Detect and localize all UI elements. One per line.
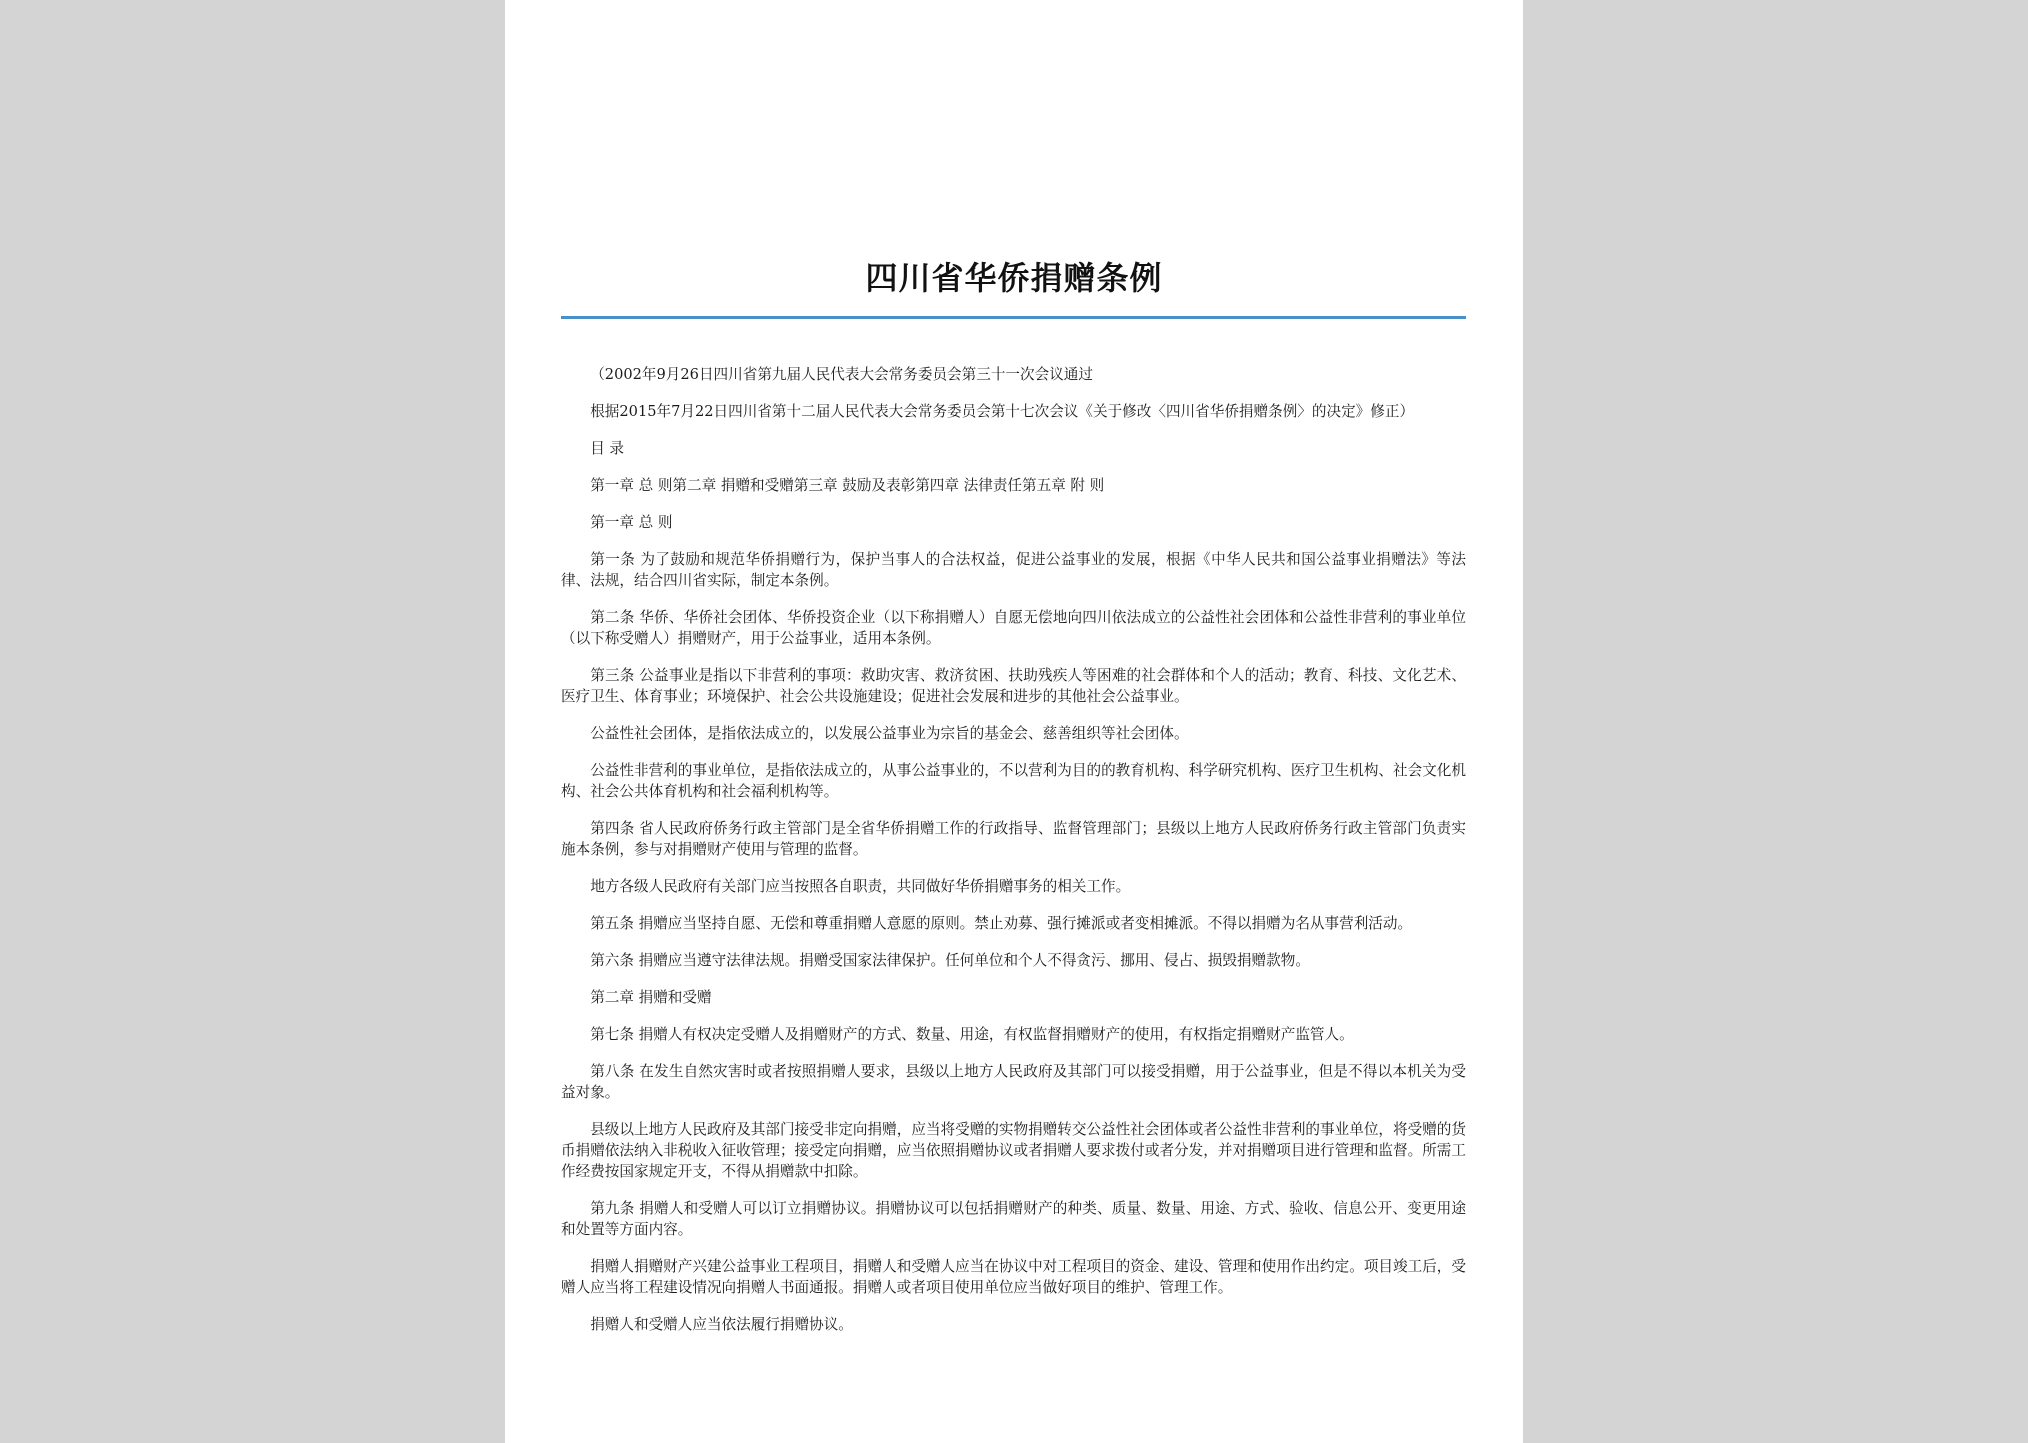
paragraph-article-9-clause-3: 捐赠人和受赠人应当依法履行捐赠协议。 xyxy=(590,1316,853,1333)
paragraph-chapter-2-heading: 第二章 捐赠和受赠 xyxy=(590,989,712,1006)
paragraph-adoption-note: （2002年9月26日四川省第九届人民代表大会常务委员会第三十一次会议通过 xyxy=(590,366,1093,383)
paragraph-article-2: 第二条 华侨、华侨社会团体、华侨投资企业（以下称捐赠人）自愿无偿地向四川依法成立的公益性社会团体和公益性非营利的事业单位（以下称受赠人）捐赠财产，用于公益事业，适用本条例。 xyxy=(561,609,1466,647)
paragraph-article-6: 第六条 捐赠应当遵守法律法规。捐赠受国家法律保护。任何单位和个人不得贪污、挪用、侵占、损毁捐赠款物。 xyxy=(590,952,1310,969)
paragraph-article-7: 第七条 捐赠人有权决定受赠人及捐赠财产的方式、数量、用途，有权监督捐赠财产的使用，有权指定捐赠财产监管人。 xyxy=(590,1026,1354,1043)
paragraph-article-4: 第四条 省人民政府侨务行政主管部门是全省华侨捐赠工作的行政指导、监督管理部门；县级以上地方人民政府侨务行政主管部门负责实施本条例，参与对捐赠财产使用与管理的监督。 xyxy=(561,820,1466,858)
paragraph-article-8-clause-2: 县级以上地方人民政府及其部门接受非定向捐赠，应当将受赠的实物捐赠转交公益性社会团体或者公益性非营利的事业单位，将受赠的货币捐赠依法纳入非税收入征收管理；接受定向捐赠，应当依照捐赠协议或者捐赠人要求拨付或者分发，并对捐赠项目进行管理和监督。所需工作经费按国家规定开支，不得从捐赠款中扣除。 xyxy=(561,1121,1466,1180)
paragraph-article-3: 第三条 公益事业是指以下非营利的事项：救助灾害、救济贫困、扶助残疾人等困难的社会群体和个人的活动；教育、科技、文化艺术、医疗卫生、体育事业；环境保护、社会公共设施建设；促进社会发展和进步的其他社会公益事业。 xyxy=(561,667,1466,705)
paragraph-chapter-1-heading: 第一章 总 则 xyxy=(590,514,673,531)
document-page xyxy=(505,0,1523,1443)
paragraph-article-9: 第九条 捐赠人和受赠人可以订立捐赠协议。捐赠协议可以包括捐赠财产的种类、质量、数量、用途、方式、验收、信息公开、变更用途和处置等方面内容。 xyxy=(561,1200,1466,1238)
paragraph-article-9-clause-2: 捐赠人捐赠财产兴建公益事业工程项目，捐赠人和受赠人应当在协议中对工程项目的资金、建设、管理和使用作出约定。项目竣工后，受赠人应当将工程建设情况向捐赠人书面通报。捐赠人或者项目使用单位应当做好项目的维护、管理工作。 xyxy=(561,1258,1466,1296)
paragraph-amendment-note: 根据2015年7月22日四川省第十二届人民代表大会常务委员会第十七次会议《关于修改〈四川省华侨捐赠条例〉的决定》修正） xyxy=(590,403,1415,420)
document-body xyxy=(561,364,1466,1351)
paragraph-article-3-clause-3: 公益性非营利的事业单位，是指依法成立的，从事公益事业的，不以营利为目的的教育机构、科学研究机构、医疗卫生机构、社会文化机构、社会公共体育机构和社会福利机构等。 xyxy=(561,762,1466,800)
paragraph-article-8: 第八条 在发生自然灾害时或者按照捐赠人要求，县级以上地方人民政府及其部门可以接受捐赠，用于公益事业，但是不得以本机关为受益对象。 xyxy=(561,1063,1466,1101)
document-title: 四川省华侨捐赠条例 xyxy=(865,259,1163,297)
paragraph-toc-chapters: 第一章 总 则第二章 捐赠和受赠第三章 鼓励及表彰第四章 法律责任第五章 附 则 xyxy=(590,477,1105,494)
paragraph-article-1: 第一条 为了鼓励和规范华侨捐赠行为，保护当事人的合法权益，促进公益事业的发展，根据《中华人民共和国公益事业捐赠法》等法律、法规，结合四川省实际，制定本条例。 xyxy=(561,551,1466,589)
paragraph-toc-heading: 目 录 xyxy=(590,440,625,457)
paragraph-article-4-clause-2: 地方各级人民政府有关部门应当按照各自职责，共同做好华侨捐赠事务的相关工作。 xyxy=(590,878,1131,895)
title-underline xyxy=(561,316,1466,319)
paragraph-article-5: 第五条 捐赠应当坚持自愿、无偿和尊重捐赠人意愿的原则。禁止劝募、强行摊派或者变相摊派。不得以捐赠为名从事营利活动。 xyxy=(590,915,1413,932)
paragraph-article-3-clause-2: 公益性社会团体，是指依法成立的，以发展公益事业为宗旨的基金会、慈善组织等社会团体。 xyxy=(590,725,1189,742)
